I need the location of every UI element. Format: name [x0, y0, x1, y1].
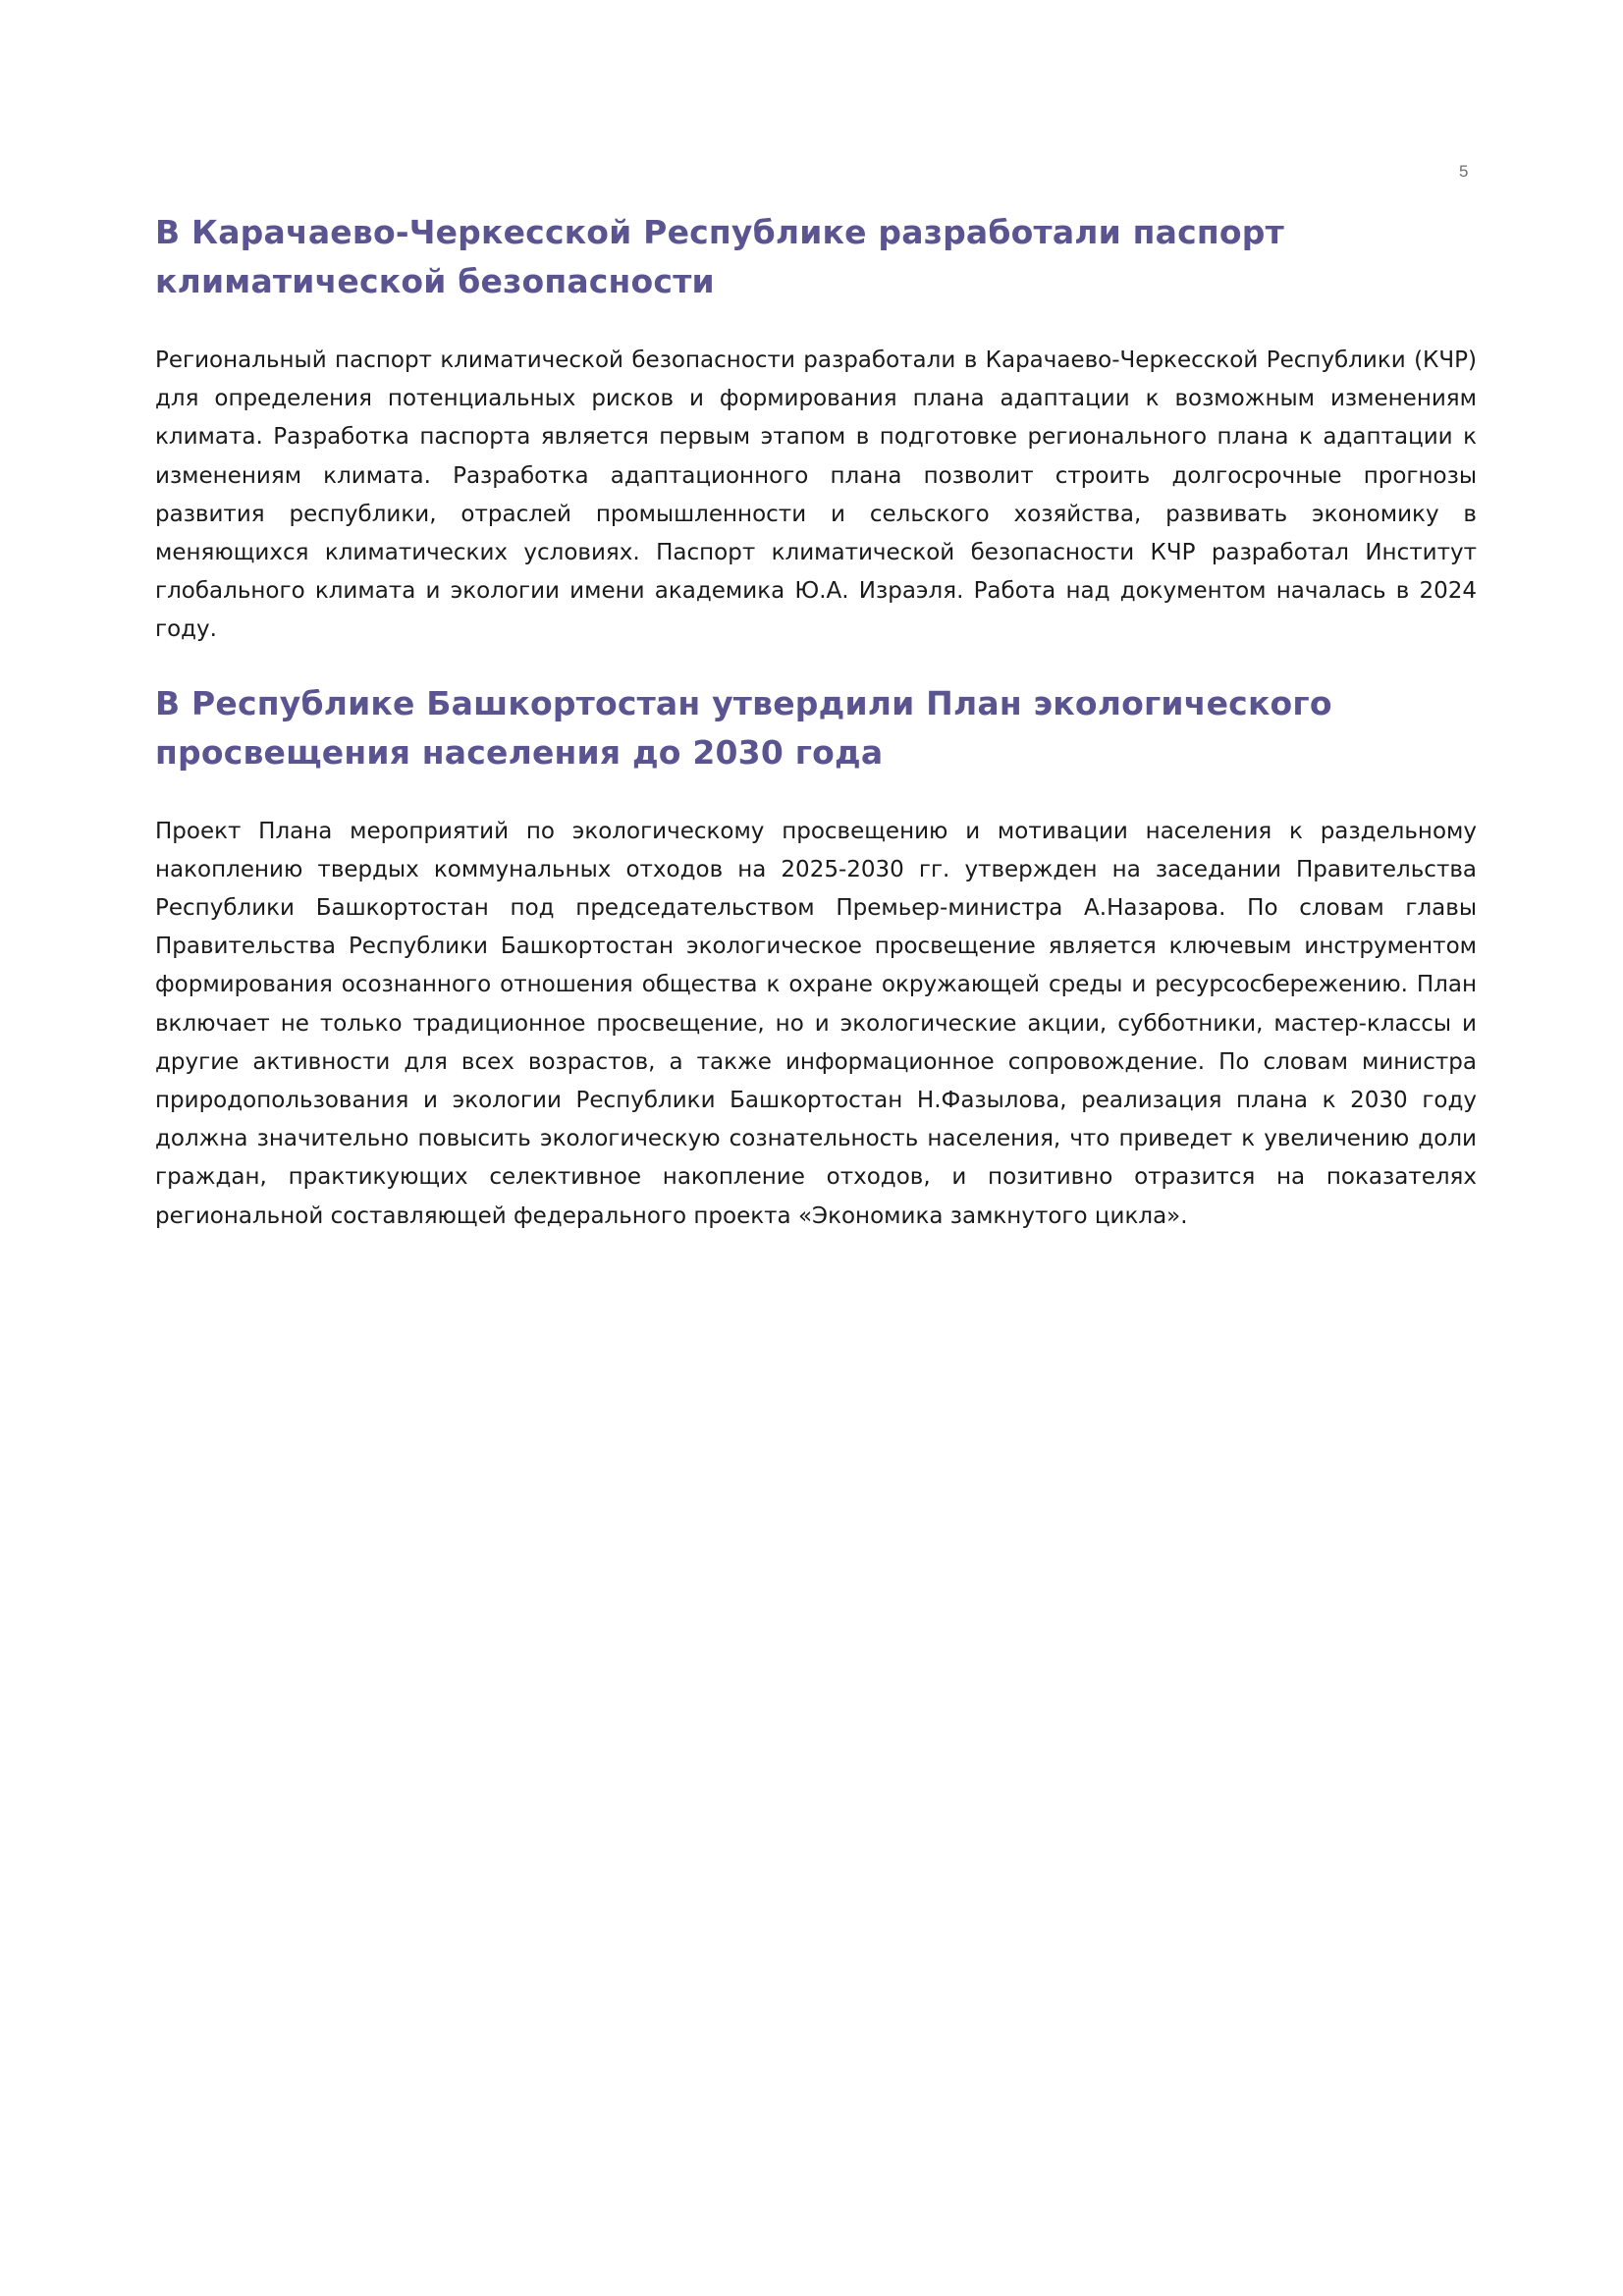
article-title: [155, 679, 1477, 777]
article-body: Региональный паспорт климатической безопасности разработали в Карачаево-Черкесской Республики (КЧР) для определения потенциальных рисков и формирования плана адаптации к возможным изменениям климата. Разработка паспорта является первым этапом в подготовке регионального плана к адаптации к изменениям климата. Разработка адаптационного плана позволит строить долгосрочные прогнозы развития республики, отраслей промышленности и сельского хозяйства, развивать экономику в меняющихся климатических условиях. Паспорт климатической безопасности КЧР разработал Институт глобального климата и экологии имени академика Ю.А. Израэля. Работа над документом началась в 2024 году.: [155, 347, 1477, 643]
article-eco-education-plan: [155, 679, 1477, 1236]
article-body: Проект Плана мероприятий по экологическому просвещению и мотивации населения к раздельному накоплению твердых коммунальных отходов на 2025-2030 гг. утвержден на заседании Правительства Республики Башкортостан под председательством Премьер-министра А.Назарова. По словам главы Правительства Республики Башкортостан экологическое просвещение является ключевым инструментом формирования осознанного отношения общества к охране окружающей среды и ресурсосбережению. План включает не только традиционное просвещение, но и экологические акции, субботники, мастер-классы и другие активности для всех возрастов, а также информационное сопровождение. По словам министра природопользования и экологии Республики Башкортостан Н.Фазылова, реализация плана к 2030 году должна значительно повысить экологическую сознательность населения, что приведет к увеличению доли граждан, практикующих селективное накопление отходов, и позитивно отразится на показателях региональной составляющей федерального проекта «Экономика замкнутого цикла».: [155, 818, 1477, 1229]
article-title: [155, 208, 1477, 306]
page-content: [155, 208, 1477, 1236]
article-title-line: климатической безопасности: [155, 262, 715, 300]
article-title-line: В Республике Башкортостан утвердили План экологического: [155, 683, 1332, 722]
page-number: 5: [1459, 162, 1469, 181]
article-title-line: В Карачаево-Черкесской Республике разработали паспорт: [155, 213, 1284, 251]
article-climate-passport: [155, 208, 1477, 650]
article-title-line: просвещения населения до 2030 года: [155, 732, 884, 772]
